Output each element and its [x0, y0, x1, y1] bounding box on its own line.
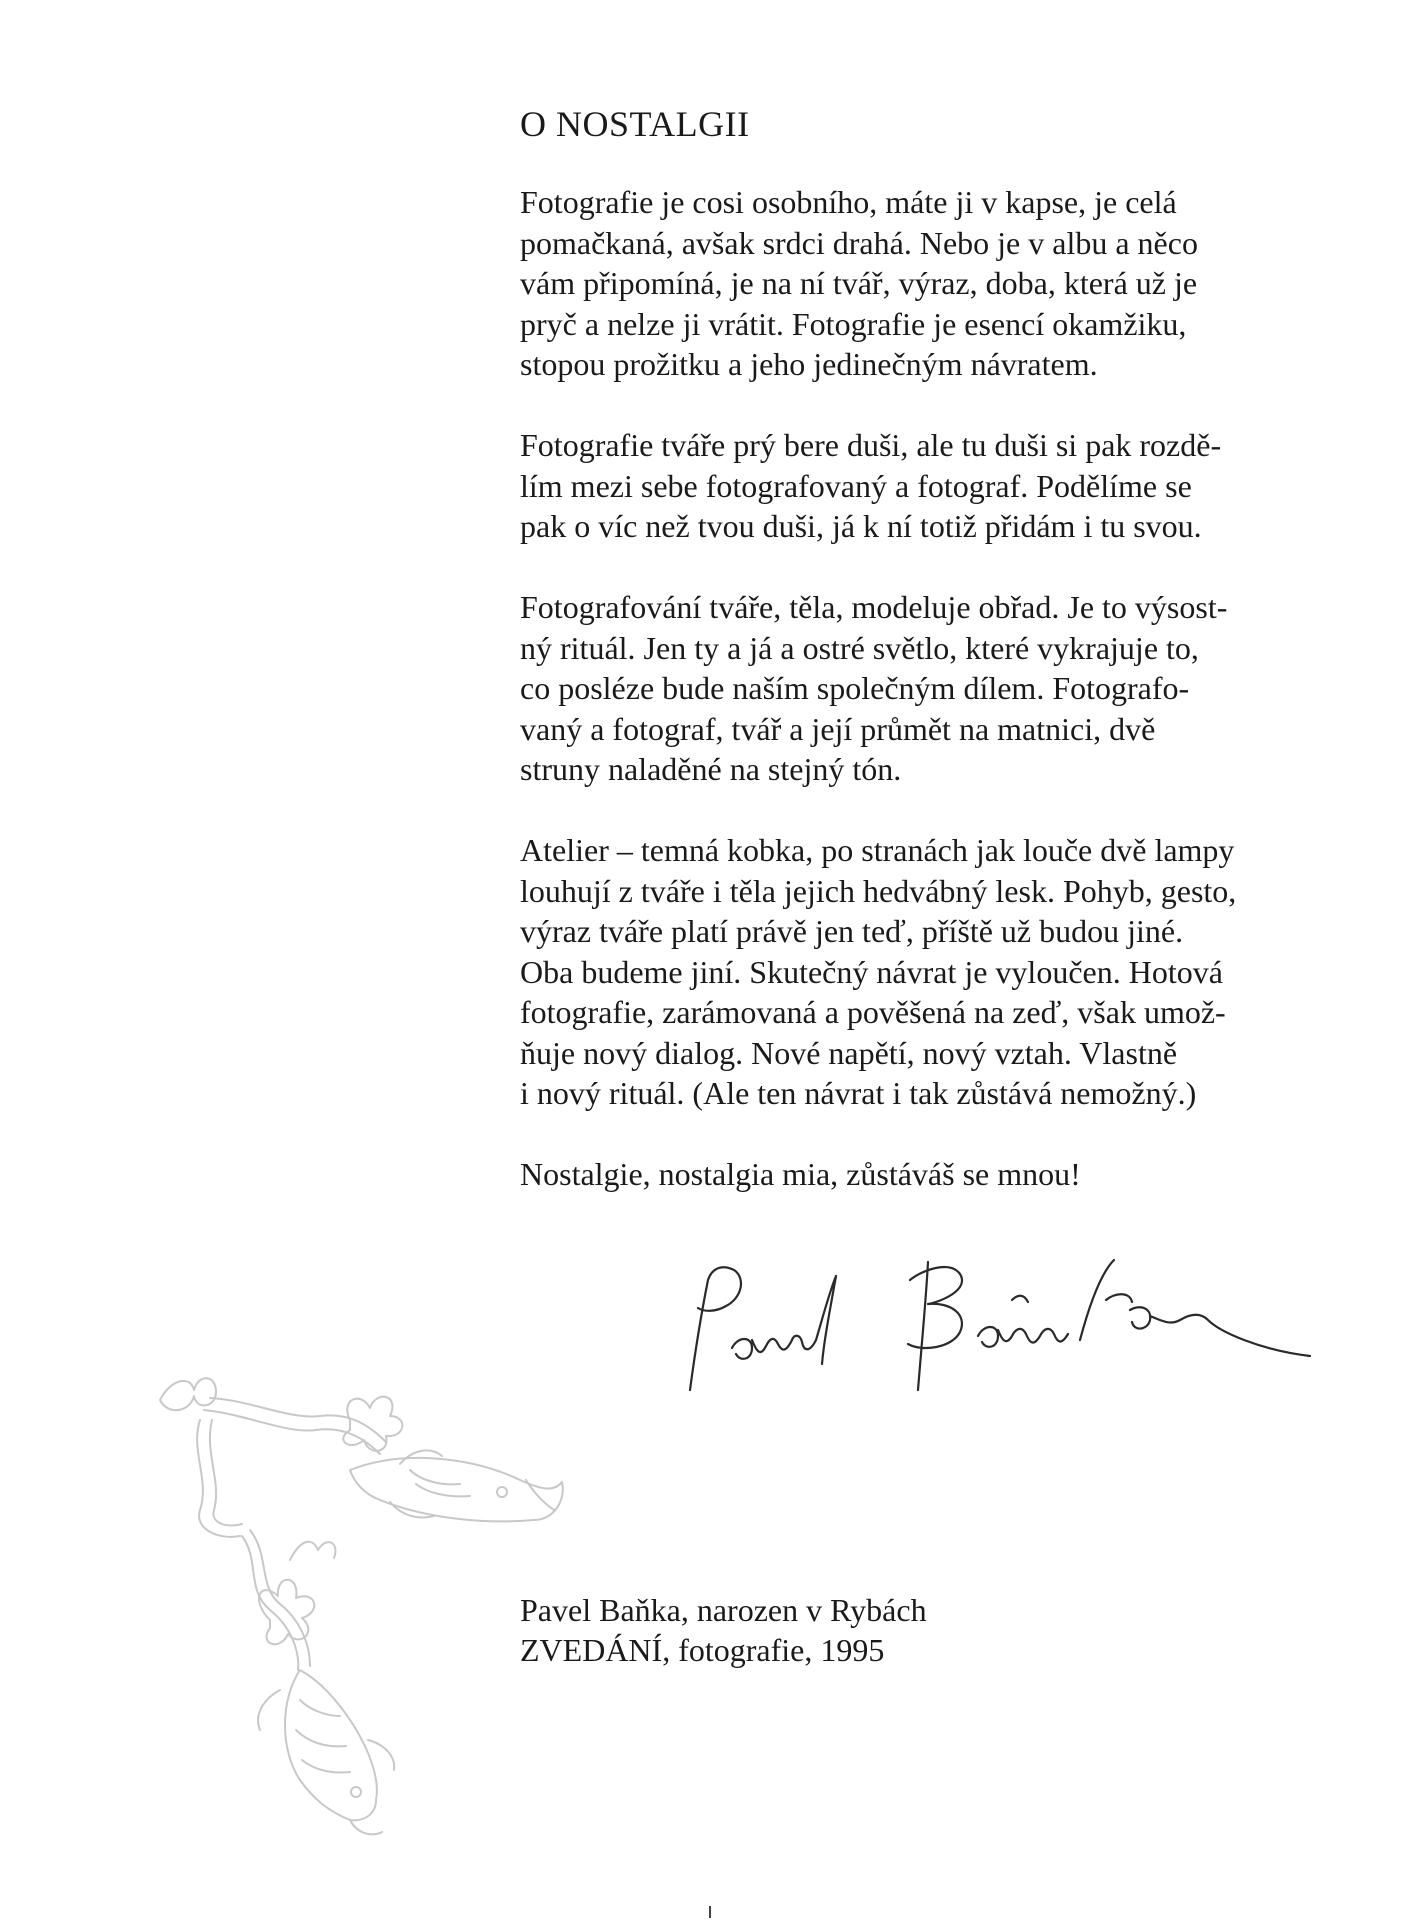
essay-paragraph [520, 1154, 1320, 1195]
essay-paragraph [520, 830, 1320, 1114]
credits [520, 1590, 927, 1670]
text-line: louhují z tváře i těla jejich hedvábný lesk. Pohyb, gesto, [520, 872, 1237, 909]
text-line: pomačkaná, avšak srdci drahá. Nebo je v albu a něco [520, 224, 1198, 261]
text-line: struny naladěné na stejný tón. [520, 751, 902, 787]
text-line: i nový rituál. (Ale ten návrat i tak zůstává nemožný.) [520, 1075, 1197, 1111]
page-title: O NOSTALGII [520, 104, 750, 144]
text-line: Atelier – temná kobka, po stranách jak louče dvě lampy [520, 832, 1235, 868]
text-line: stopou prožitku a jeho jedinečným návratem. [520, 346, 1098, 382]
text-line: Fotografie tváře prý bere duši, ale tu duši si pak rozdě- [520, 427, 1222, 463]
essay-paragraph [520, 587, 1320, 790]
essay-paragraph [520, 425, 1320, 547]
text-line: fotografie, zarámovaná a pověšená na zeď, však umož- [520, 994, 1226, 1030]
text-line: co posléze bude naším společným dílem. Fotografo- [520, 670, 1190, 706]
page-foot-mark [709, 1906, 711, 1918]
text-line: Fotografie je cosi osobního, máte ji v kapse, je celá [520, 184, 1177, 220]
handwritten-signature [660, 1240, 1340, 1400]
credits-work: ZVEDÁNÍ, fotografie, 1995 [520, 1632, 885, 1668]
essay-paragraph [520, 182, 1320, 385]
text-line: vaný a fotograf, tvář a její průmět na matnici, dvě [520, 710, 1156, 747]
text-line: Fotografování tváře, těla, modeluje obřad. Je to výsost- [520, 589, 1228, 625]
text-line: pak o víc než tvou duši, já k ní totiž přidám i tu svou. [520, 508, 1202, 544]
text-line: Nostalgie, nostalgia mia, zůstáváš se mnou! [520, 1156, 1081, 1192]
text-line: výraz tváře platí právě jen teď, příště už budou jiné. [520, 913, 1184, 949]
credits-author: Pavel Baňka, narozen v Rybách [520, 1592, 927, 1628]
text-line: Oba budeme jiní. Skutečný návrat je vyloučen. Hotová [520, 953, 1223, 990]
text-line: ný rituál. Jen ty a já a ostré světlo, které vykrajuje to, [520, 629, 1199, 666]
text-line: pryč a nelze ji vrátit. Fotografie je esencí okamžiku, [520, 305, 1187, 342]
text-line: lím mezi sebe fotografovaný a fotograf. Podělíme se [520, 467, 1192, 504]
essay-body [520, 182, 1320, 1235]
text-line: vám připomíná, je na ní tvář, výraz, doba, která už je [520, 265, 1198, 301]
text-line: ňuje nový dialog. Nové napětí, nový vztah. Vlastně [520, 1034, 1178, 1071]
